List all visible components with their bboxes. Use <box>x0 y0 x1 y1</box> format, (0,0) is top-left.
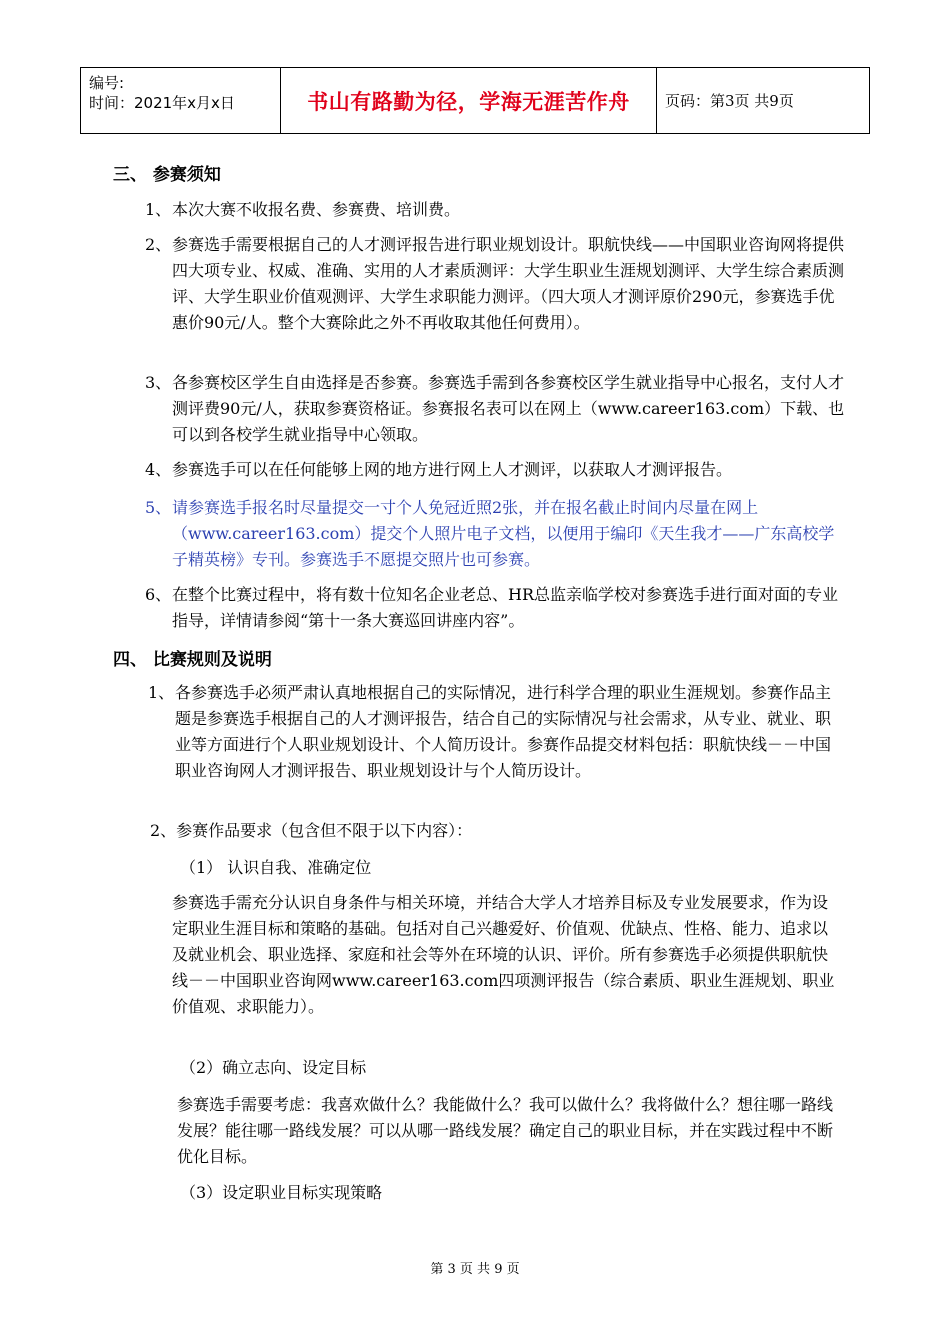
subsection-paragraph: 参赛选手需充分认识自身条件与相关环境，并结合大学人才培养目标及专业发展要求，作为设定职业生涯目标和策略的基础。包括对自己兴趣爱好、价值观、优缺点、性格、能力、追求以及就业机会、职业选择、家庭和社会等外在环境的认识、评价。所有参赛选手必须提供职航快线－－中国职业咨询网www.career163.com四项测评报告（综合素质、职业生涯规划、职业价值观、求职能力）。 <box>172 893 835 1016</box>
document-number-label: 编号: <box>89 74 125 92</box>
header-meta <box>81 68 281 133</box>
list-item: 1、 各参赛选手必须严肃认真地根据自己的实际情况，进行科学合理的职业生涯规划。参赛作品主题是参赛选手根据自己的人才测评报告，结合自己的实际情况与社会需求，从专业、就业、职业等方面进行个人职业规划设计、个人简历设计。参赛作品提交材料包括：职航快线－－中国职业咨询网人才测评报告、职业规划设计与个人简历设计。 <box>148 683 832 780</box>
subsection-paragraph: 参赛选手需要考虑：我喜欢做什么？我能做什么？我可以做什么？我将做什么？想往哪一路线发展？能往哪一路线发展？可以从哪一路线发展？确定自己的职业目标，并在实践过程中不断优化目标。 <box>177 1095 834 1166</box>
list-item-highlighted: 5、 请参赛选手报名时尽量提交一寸个人免冠近照2张，并在报名截止时间内尽量在网上（www.career163.com）提交个人照片电子文档，以便用于编印《天生我才——广东高校学子精英榜》专刊。参赛选手不愿提交照片也可参赛。 <box>145 498 835 569</box>
list-item: 1、 本次大赛不收报名费、参赛费、培训费。 <box>145 200 461 219</box>
page-footer: 第 3 页 共 9 页 <box>430 1262 520 1277</box>
section-heading-3: 三、 参赛须知 <box>113 165 221 185</box>
section-heading-4: 四、 比赛规则及说明 <box>113 650 272 670</box>
list-item: 3、 各参赛校区学生自由选择是否参赛。参赛选手需到各参赛校区学生就业指导中心报名，支付人才测评费90元/人，获取参赛资格证。参赛报名表可以在网上（www.career163.com）下载、也可以到各校学生就业指导中心领取。 <box>145 373 845 444</box>
page-header <box>80 67 870 134</box>
subsection-title: （1） 认识自我、准确定位 <box>180 858 372 877</box>
header-page-number: 页码：第3页 共9页 <box>665 92 794 110</box>
header-motto: 书山有路勤为径，学海无涯苦作舟 <box>281 68 657 133</box>
list-item: 6、 在整个比赛过程中，将有数十位知名企业老总、HR总监亲临学校对参赛选手进行面对面的专业指导，详情请参阅“第十一条大赛巡回讲座内容”。 <box>145 585 839 630</box>
subsection-title: （3）设定职业目标实现策略 <box>180 1183 383 1202</box>
requirements-heading: 2、参赛作品要求（包含但不限于以下内容）： <box>150 821 473 840</box>
subsection-title: （2）确立志向、设定目标 <box>180 1058 367 1077</box>
list-item: 4、 参赛选手可以在任何能够上网的地方进行网上人才测评，以获取人才测评报告。 <box>145 460 733 479</box>
list-item: 2、 参赛选手需要根据自己的人才测评报告进行职业规划设计。职航快线——中国职业咨询网将提供四大项专业、权威、准确、实用的人才素质测评：大学生职业生涯规划测评、大学生综合素质测评、大学生职业价值观测评、大学生求职能力测评。（四大项人才测评原价290元，参赛选手优惠价90元/人。整个大赛除此之外不再收取其他任何费用）。 <box>145 235 845 332</box>
document-date: 时间：2021年x月x日 <box>89 94 235 112</box>
